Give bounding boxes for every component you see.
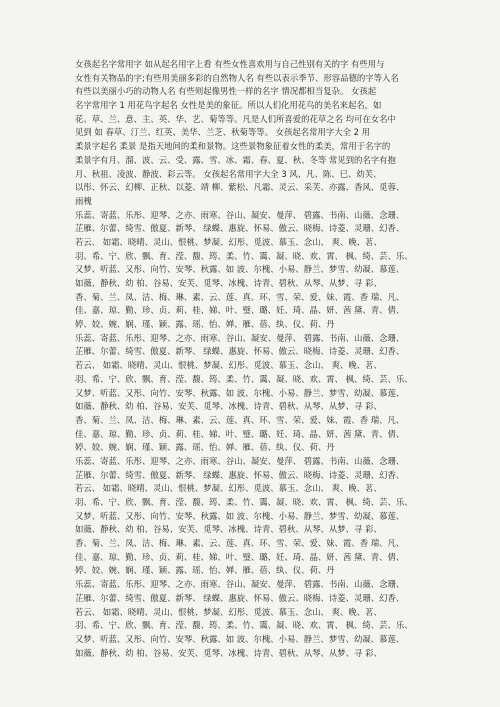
text-line: 若云、 如霜、晓晴、灵山、恨桃、梦凝、幻彤、觅波、慕玉、念山、 爽、晚、茗、 [75,360,382,371]
text-line: 乐蕊、寄蓝、乐彤、迎琴、之亦、雨寒、谷山、凝安、曼萍、 碧露、书南、山薇、念珊、 [75,455,405,466]
text-line: 芷雁、尔蕾、绮雪、傲夏、新琴、 绿蝶、惠旋、怀易、傲云、晓梅、诗菱、灵珊、幻香、 [75,592,405,603]
text-line: 乐蕊、寄蓝、乐彤、迎琴、之亦、雨寒、谷山、凝安、曼萍、 碧露、书南、山薇、念珊、 [75,332,405,343]
text-line: 若云、 如霜、晓晴、灵山、恨桃、梦凝、幻彤、觅波、慕玉、念山、 爽、晚、茗、 [75,236,382,247]
text-line: 若云、 如霜、晓晴、灵山、恨桃、梦凝、幻彤、觅波、慕玉、念山、 爽、晚、茗、 [75,606,382,617]
text-line: 如薇、静秋、幼 柏、谷易、安芙、觅琴、冰槐、诗青、碧秋、从琴、从梦、寻 彩、 [75,278,382,288]
text-line: 又梦、听蓝、又彤、向竹、安琴、秋露、如 波、尔槐、小易、静兰、梦雪、幼凝、慕莲、 [75,510,405,521]
text-line: 女孩起名字常用字 如从起名用字上看 有些女性喜欢用与自己性别有关的字 有些用与 [75,59,385,69]
text-line: 又梦、听蓝、又彤、向竹、安琴、秋露、如 波、尔槐、小易、静兰、梦雪、幼凝、慕莲、 [75,633,405,644]
text-line: 羽、希、宁、欣、飘、育、滢、馥、筠、柔、竹、霭、凝、晓、欢、霄、 枫、绮、芸、乐、 [75,620,413,631]
text-line: 见到 如 春草、汀兰、红英、美华、兰芝、秋菊等等。 女孩起名常用字大全 2 用 [75,127,371,138]
text-line: 芷雁、尔蕾、绮雪、傲夏、新琴、 绿蝶、惠旋、怀易、傲云、晓梅、诗菱、灵珊、幻香、 [75,223,405,234]
text-line: 名字常用字 1 用花鸟字起名 女性是美的象征。所以人们化用花鸟的美名来起名，如 [75,100,382,111]
text-line: 若云、 如霜、晓晴、灵山、恨桃、梦凝、幻彤、觅波、慕玉、念山、 爽、晚、茗、 [75,483,382,494]
text-line: 香、菊、兰、凤、洁、梅、琳、素、云、莲、真、环、雪、荣、爱、妹、霞、香 瑞、凡、 [75,538,405,549]
text-line: 雨槐 [75,195,92,206]
text-line [75,660,435,674]
text-line: 婷、姣、婉、娴、瑾、颖、露、瑶、怡、婵、雁、蓓、纨、仪、荷、丹 [75,565,335,576]
text-line: 月、秋祖、凌波、静波、彩云等。 女孩起名常用字大全 3 风、凡、陈、巳、幼芙、 [75,168,382,179]
text-line: 香、菊、兰、凤、洁、梅、琳、素、云、莲、真、环、雪、荣、爱、妹、霞、香 瑞、凡、 [75,291,405,302]
text-line: 香、菊、兰、凤、洁、梅、琳、素、云、莲、真、环、雪、荣、爱、妹、霞、香 瑞、凡、 [75,414,405,425]
text-line: 花、草、兰、意、主、英、华、艺、菊等等。凡是人们所喜爱的花草之名 均可在女名中 [75,113,396,124]
text-line: 婷、姣、婉、娴、瑾、颖、露、瑶、怡、婵、雁、蓓、纨、仪、荷、丹 [75,442,335,453]
text-line: 女性有关物品的字;有些用美丽多彩的自然物人名 有些以表示季节、形容品德的字等入名 [75,72,399,83]
text-line: 乐蕊、寄蓝、乐彤、迎琴、之亦、雨寒、谷山、凝安、曼萍、 碧露、书南、山薇、念珊、 [75,579,405,590]
text-line: 婷、姣、婉、娴、瑾、颖、露、瑶、怡、婵、雁、蓓、纨、仪、荷、丹 [75,319,335,330]
text-line: 柔景字起名 柔景 是指天地间的柔和景物。这些景物象征着女性的柔美，常用于名字的 [75,141,391,152]
text-line: 如薇、静秋、幼 柏、谷易、安芙、觅琴、冰槐、诗青、碧秋、从琴、从梦、寻 彩、 [75,524,382,535]
text-line: 乐蕊、寄蓝、乐彤、迎琴、之亦、雨寒、谷山、凝安、曼萍、 碧露、书南、山薇、念珊、 [75,209,405,220]
text-line: 羽、希、宁、欣、飘、育、滢、馥、筠、柔、竹、霭、凝、晓、欢、霄、 枫、绮、芸、乐、 [75,497,413,507]
text-line: 佳、嘉、琼、勤、珍、贞、莉、桂、娣、叶、璧、璐、妊、琦、晶、妍、茜 黛、青、倩、 [75,428,405,439]
text-line: 羽、希、宁、欣、飘、育、滢、馥、筠、柔、竹、霭、凝、晓、欢、霄、 枫、绮、芸、乐、 [75,250,413,261]
text-line: 佳、嘉、琼、勤、珍、贞、莉、桂、娣、叶、璧、璐、妊、琦、晶、妍、茜 黛、青、倩、 [75,551,405,562]
text-line: 芷雁、尔蕾、绮雪、傲夏、新琴、 绿蝶、惠旋、怀易、傲云、晓梅、诗菱、灵珊、幻香、 [75,346,405,357]
text-line: 佳、嘉、琼、勤、珍、贞、莉、桂、娣、叶、璧、璐、妊、琦、晶、妍、茜 黛、青、倩、 [75,305,405,316]
text-line: 以彤、怀云、幻柳、正秋、以菱、靖 柳、紫松、凡霜、灵云、采芙、亦露、香风、觅蓉、 [75,182,405,193]
text-line: 如薇、静秋、幼 柏、谷易、安芙、觅琴、冰槐、诗青、碧秋、从琴、从梦、寻 彩、 [75,401,382,412]
text-line: 又梦、听蓝、又彤、向竹、安琴、秋露、如 波、尔槐、小易、静兰、梦雪、幼凝、慕莲、 [75,387,405,398]
text-line: 羽、希、宁、欣、飘、育、滢、馥、筠、柔、竹、霭、凝、晓、欢、霄、 枫、绮、芸、乐、 [75,373,413,384]
text-line: 柔景字有月、溜、波、云、受、露、雪、冰、霜、春、夏、秋、冬等 常见到的名字有抱 [75,154,396,165]
text-line: 又梦、听蓝、又彤、向竹、安琴、秋露、如 波、尔槐、小易、静兰、梦雪、幼凝、慕莲、 [75,264,405,275]
text-line: 如薇、静秋、幼 柏、谷易、安芙、觅琴、冰槐、诗青、碧秋、从琴、从梦、寻 彩、 [75,647,382,658]
document-body [75,58,435,674]
text-line: 有些以美丽小巧的动物人名 有些则起像男性一样的名字 情况都相当复杂。 女孩起 [75,86,377,97]
text-line: 芷雁、尔蕾、绮雪、傲夏、新琴、 绿蝶、惠旋、怀易、傲云、晓梅、诗菱、灵珊、幻香、 [75,469,405,480]
